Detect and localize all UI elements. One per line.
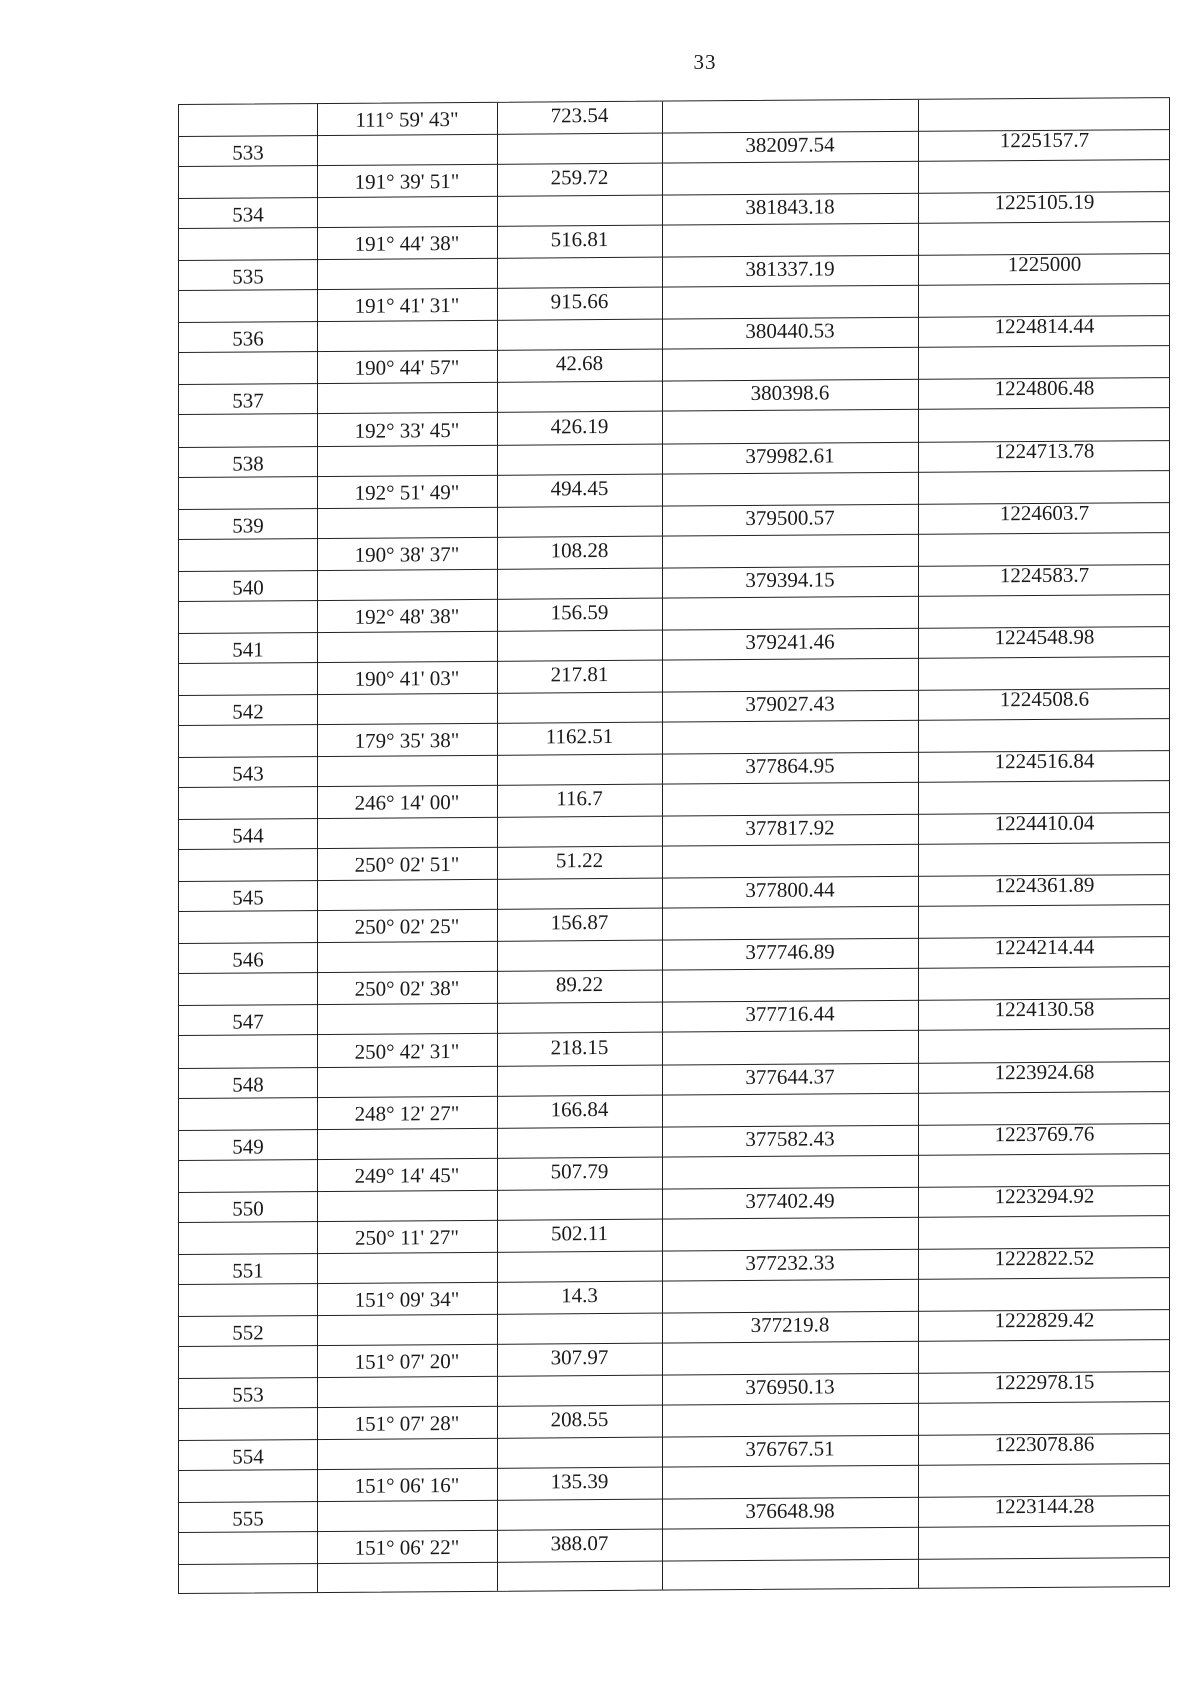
distance-value: 502.11 xyxy=(551,1220,608,1246)
distance-value: 116.7 xyxy=(556,786,603,811)
northing-value: 380398.6 xyxy=(750,380,830,406)
bearing-value: 179° 35' 38" xyxy=(354,728,460,753)
table-row xyxy=(179,781,1169,850)
distance-value: 135.39 xyxy=(550,1469,609,1494)
northing-value: 380440.53 xyxy=(745,318,835,344)
easting-value: 1222978.15 xyxy=(994,1369,1095,1395)
table-row xyxy=(179,719,1169,788)
bearing-value: 190° 41' 03" xyxy=(354,665,460,691)
northing-value: 381337.19 xyxy=(745,256,835,282)
distance-value: 166.84 xyxy=(550,1096,609,1121)
table-row xyxy=(179,1402,1169,1471)
bearing-value: 191° 44' 38" xyxy=(354,231,460,256)
easting-value: 1224508.6 xyxy=(999,686,1090,712)
table-row xyxy=(179,346,1169,415)
bearing-value: 190° 44' 57" xyxy=(354,355,460,381)
easting-value: 1224361.89 xyxy=(994,872,1095,898)
table-row xyxy=(179,284,1169,353)
bearing-value: 249° 14' 45" xyxy=(354,1162,460,1188)
bearing-value: 248° 12' 27" xyxy=(354,1100,460,1126)
distance-value: 307.97 xyxy=(550,1344,609,1370)
bearing-value: 111° 59' 43" xyxy=(355,107,459,132)
distance-value: 218.15 xyxy=(550,1034,609,1059)
table-row xyxy=(179,1216,1169,1285)
point-number: 546 xyxy=(232,947,264,972)
bearing-value: 151° 06' 16" xyxy=(354,1473,460,1498)
bearing-value: 151° 07' 20" xyxy=(354,1349,460,1374)
distance-value: 42.68 xyxy=(555,351,604,376)
distance-value: 259.72 xyxy=(550,165,609,190)
distance-value: 156.59 xyxy=(550,599,609,625)
table-row xyxy=(179,657,1169,726)
bearing-value: 191° 41' 31" xyxy=(354,293,460,319)
easting-value: 1223144.28 xyxy=(994,1493,1095,1519)
easting-value: 1224806.48 xyxy=(994,375,1095,401)
northing-value: 379982.61 xyxy=(745,442,835,468)
distance-value: 388.07 xyxy=(550,1531,609,1556)
bearing-value: 250° 02' 25" xyxy=(354,914,460,940)
bearing-value: 192° 33' 45" xyxy=(354,417,460,443)
bearing-value: 151° 06' 22" xyxy=(354,1535,460,1561)
easting-value: 1224410.04 xyxy=(994,810,1095,836)
point-number: 536 xyxy=(232,326,264,351)
northing-value: 379241.46 xyxy=(745,629,835,654)
northing-value: 377232.33 xyxy=(745,1250,835,1275)
bearing-value: 151° 09' 34" xyxy=(354,1286,460,1312)
point-number: 540 xyxy=(232,575,264,600)
bearing-value: 191° 39' 51" xyxy=(354,169,460,194)
distance-value: 156.87 xyxy=(550,910,609,935)
northing-value: 377402.49 xyxy=(745,1188,835,1213)
northing-value: 377817.92 xyxy=(745,815,835,841)
distance-value: 51.22 xyxy=(555,848,604,873)
table-row xyxy=(179,471,1169,540)
northing-value: 376767.51 xyxy=(745,1436,835,1462)
northing-value: 377746.89 xyxy=(745,939,835,965)
distance-value: 507.79 xyxy=(550,1158,609,1184)
distance-value: 89.22 xyxy=(555,972,604,997)
northing-value: 377644.37 xyxy=(745,1063,835,1089)
easting-value: 1224713.78 xyxy=(994,438,1095,463)
table-row xyxy=(179,98,1169,167)
easting-value: 1224583.7 xyxy=(999,562,1090,587)
northing-value: 376648.98 xyxy=(745,1498,835,1524)
easting-value xyxy=(918,1553,1171,1555)
point-number: 551 xyxy=(232,1258,264,1283)
northing-value: 379500.57 xyxy=(745,505,835,530)
northing-value: 377716.44 xyxy=(745,1001,835,1027)
page-number: 33 xyxy=(693,50,717,74)
point-number: 553 xyxy=(232,1382,264,1407)
distance-value: 14.3 xyxy=(561,1282,598,1308)
point-number: 541 xyxy=(232,637,264,662)
table-row xyxy=(179,409,1169,478)
bearing-value: 250° 02' 38" xyxy=(354,976,460,1002)
bearing-value: 151° 07' 28" xyxy=(354,1411,460,1436)
easting-value: 1224603.7 xyxy=(999,500,1090,525)
easting-value: 1225105.19 xyxy=(994,189,1095,215)
table-row xyxy=(179,222,1169,291)
northing-value: 376950.13 xyxy=(745,1374,835,1400)
easting-value: 1224214.44 xyxy=(994,934,1095,960)
point-number: 544 xyxy=(232,823,264,848)
easting-value: 1224548.98 xyxy=(994,624,1095,650)
point-number: 537 xyxy=(232,388,264,414)
point-number: 545 xyxy=(232,885,264,910)
table-row xyxy=(179,1464,1169,1533)
bearing-value: 250° 11' 27" xyxy=(355,1224,459,1250)
easting-value: 1224814.44 xyxy=(994,313,1095,339)
table-row xyxy=(179,967,1169,1036)
distance-value: 208.55 xyxy=(550,1407,609,1432)
point-number: 552 xyxy=(232,1320,264,1345)
northing-value: 381843.18 xyxy=(745,194,835,220)
distance-value: 516.81 xyxy=(550,227,609,252)
easting-value: 1223924.68 xyxy=(994,1059,1095,1084)
easting-value: 1223294.92 xyxy=(994,1183,1095,1208)
point-number xyxy=(179,1566,317,1567)
bearing-value: 250° 42' 31" xyxy=(354,1038,460,1064)
table-row xyxy=(179,1092,1169,1161)
point-number: 550 xyxy=(232,1196,264,1221)
easting-value: 1223078.86 xyxy=(994,1431,1095,1457)
northing-value: 379394.15 xyxy=(745,567,835,592)
easting-value: 1225000 xyxy=(1007,251,1082,277)
table-row xyxy=(179,843,1169,912)
coordinate-table xyxy=(178,97,1170,1594)
northing-value: 377864.95 xyxy=(745,753,835,779)
distance-value: 108.28 xyxy=(550,537,609,563)
point-number: 535 xyxy=(232,264,264,289)
table-row xyxy=(179,160,1169,229)
distance-value: 494.45 xyxy=(550,475,609,500)
easting-value: 1225157.7 xyxy=(999,127,1090,153)
point-number: 549 xyxy=(232,1133,264,1159)
point-number: 554 xyxy=(232,1444,264,1469)
northing-value: 382097.54 xyxy=(745,132,835,158)
table-row xyxy=(179,1278,1169,1347)
point-number: 548 xyxy=(232,1071,264,1097)
point-number: 533 xyxy=(232,140,264,165)
northing-value: 379027.43 xyxy=(745,691,835,716)
easting-value: 1223769.76 xyxy=(994,1121,1095,1146)
easting-value: 1224516.84 xyxy=(994,748,1095,774)
table-row xyxy=(179,1154,1169,1223)
table-row xyxy=(179,595,1169,664)
bearing-value: 192° 51' 49" xyxy=(354,479,460,505)
table-row xyxy=(179,1030,1169,1099)
table-row xyxy=(179,533,1169,602)
point-number: 542 xyxy=(232,699,264,724)
northing-value: 377582.43 xyxy=(745,1126,835,1151)
point-number: 543 xyxy=(232,761,264,786)
bearing-value: 250° 02' 51" xyxy=(354,852,460,877)
bearing-value: 246° 14' 00" xyxy=(354,790,460,815)
point-number: 538 xyxy=(232,450,264,476)
distance-value: 217.81 xyxy=(550,661,609,687)
point-number: 547 xyxy=(232,1009,264,1035)
point-number: 534 xyxy=(232,202,264,227)
point-number: 555 xyxy=(232,1506,264,1531)
table-row xyxy=(179,1526,1169,1595)
distance-value: 915.66 xyxy=(550,289,609,314)
table-row xyxy=(179,905,1169,974)
point-number: 539 xyxy=(232,512,264,538)
northing-value: 377219.8 xyxy=(750,1312,830,1337)
easting-value: 1224130.58 xyxy=(994,996,1095,1022)
distance-value: 723.54 xyxy=(550,102,609,128)
easting-value: 1222829.42 xyxy=(994,1307,1095,1333)
distance-value: 1162.51 xyxy=(545,723,614,749)
distance-value: 426.19 xyxy=(550,413,609,438)
easting-value: 1222822.52 xyxy=(994,1245,1095,1271)
northing-value: 377800.44 xyxy=(745,877,835,903)
bearing-value: 192° 48' 38" xyxy=(354,603,460,629)
table-row xyxy=(179,1340,1169,1409)
bearing-value: 190° 38' 37" xyxy=(354,541,460,567)
